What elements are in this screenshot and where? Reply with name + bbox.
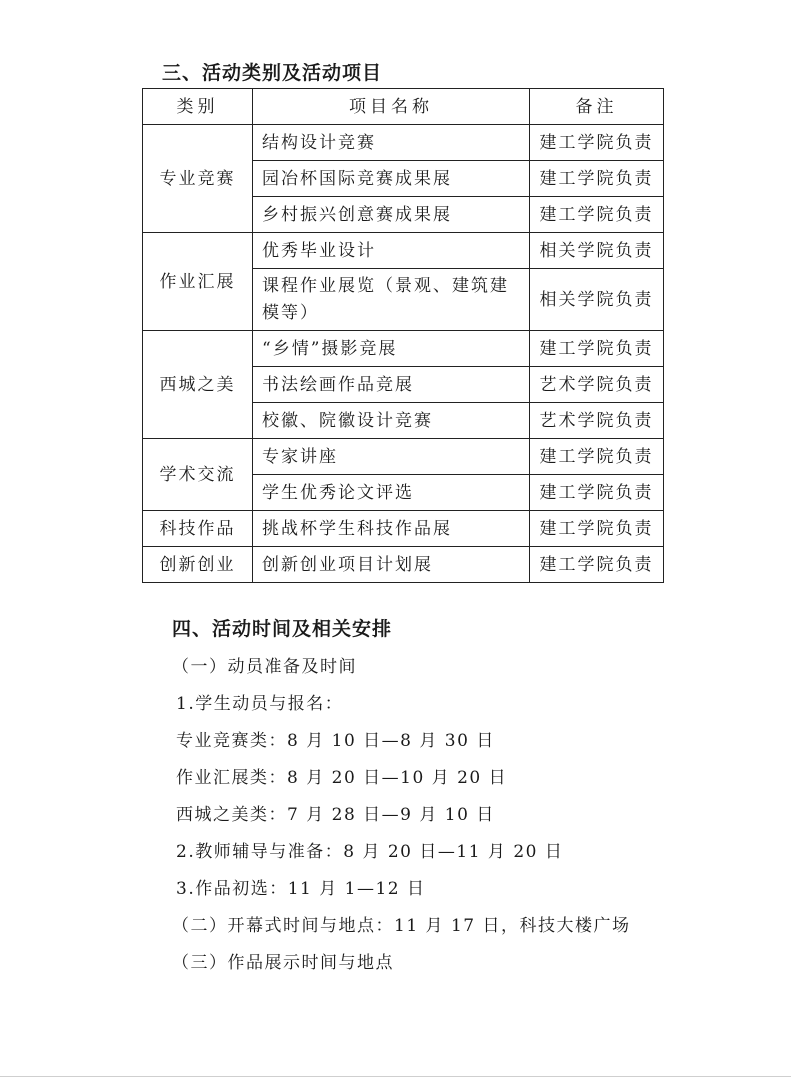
subsection-3-heading: （三）作品展示时间与地点 — [172, 953, 394, 973]
page-bottom-edge — [0, 1076, 791, 1077]
table-row — [143, 439, 664, 475]
section-4-heading: 四、活动时间及相关安排 — [172, 618, 393, 640]
schedule-line-exhibition: 作业汇展类：8 月 20 日—10 月 20 日 — [176, 768, 508, 788]
table-header-row — [143, 89, 664, 125]
note-cell: 建工学院负责 — [530, 439, 664, 475]
category-cell: 学术交流 — [143, 439, 253, 511]
category-cell: 西城之美 — [143, 331, 253, 439]
note-cell: 建工学院负责 — [530, 125, 664, 161]
project-cell: “乡情”摄影竞展 — [253, 331, 530, 367]
project-cell: 创新创业项目计划展 — [253, 547, 530, 583]
note-cell: 相关学院负责 — [530, 269, 664, 331]
schedule-line-xicheng: 西城之美类：7 月 28 日—9 月 10 日 — [176, 805, 495, 825]
project-cell: 校徽、院徽设计竞赛 — [253, 403, 530, 439]
category-cell: 创新创业 — [143, 547, 253, 583]
project-cell: 书法绘画作品竞展 — [253, 367, 530, 403]
subsection-1-heading: （一）动员准备及时间 — [172, 657, 357, 677]
note-cell: 建工学院负责 — [530, 161, 664, 197]
table-row — [143, 125, 664, 161]
note-cell: 建工学院负责 — [530, 511, 664, 547]
project-cell: 挑战杯学生科技作品展 — [253, 511, 530, 547]
section-3-heading: 三、活动类别及活动项目 — [162, 62, 383, 84]
note-cell: 建工学院负责 — [530, 547, 664, 583]
header-project: 项目名称 — [253, 89, 530, 125]
category-cell: 作业汇展 — [143, 233, 253, 331]
header-note: 备注 — [530, 89, 664, 125]
table-row — [143, 547, 664, 583]
header-category: 类别 — [143, 89, 253, 125]
project-cell: 乡村振兴创意赛成果展 — [253, 197, 530, 233]
note-cell: 建工学院负责 — [530, 197, 664, 233]
item-1-text: 1.学生动员与报名： — [176, 694, 344, 714]
project-cell: 结构设计竞赛 — [253, 125, 530, 161]
project-cell: 学生优秀论文评选 — [253, 475, 530, 511]
item-2-text: 2.教师辅导与准备：8 月 20 日—11 月 20 日 — [176, 842, 564, 862]
project-cell: 优秀毕业设计 — [253, 233, 530, 269]
project-cell: 园冶杯国际竞赛成果展 — [253, 161, 530, 197]
project-cell: 专家讲座 — [253, 439, 530, 475]
category-cell: 科技作品 — [143, 511, 253, 547]
note-cell: 艺术学院负责 — [530, 367, 664, 403]
project-cell: 课程作业展览（景观、建筑建模等） — [253, 269, 530, 331]
table-row — [143, 331, 664, 367]
schedule-line-competition: 专业竞赛类：8 月 10 日—8 月 30 日 — [176, 731, 495, 751]
note-cell: 建工学院负责 — [530, 331, 664, 367]
note-cell: 相关学院负责 — [530, 233, 664, 269]
category-cell: 专业竞赛 — [143, 125, 253, 233]
item-3-text: 3.作品初选：11 月 1—12 日 — [176, 879, 426, 899]
table-row — [143, 511, 664, 547]
note-cell: 建工学院负责 — [530, 475, 664, 511]
subsection-2-heading: （二）开幕式时间与地点：11 月 17 日，科技大楼广场 — [172, 916, 631, 936]
activity-table — [142, 88, 664, 583]
table-row — [143, 233, 664, 269]
note-cell: 艺术学院负责 — [530, 403, 664, 439]
